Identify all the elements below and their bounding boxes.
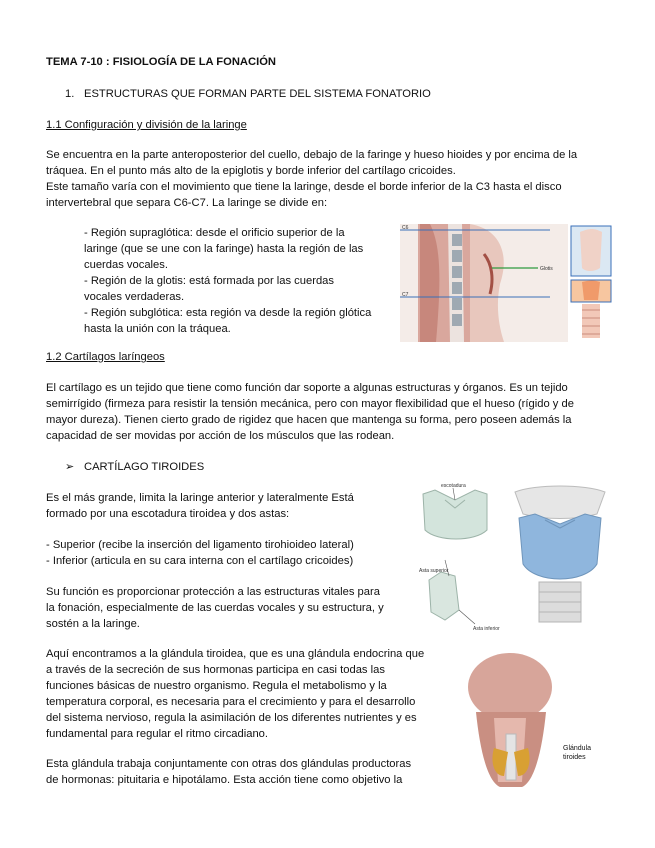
label-c7: C7 xyxy=(402,292,409,298)
larynx-sagittal-figure xyxy=(400,224,568,342)
page-title: TEMA 7-10 : FISIOLOGÍA DE LA FONACIÓN xyxy=(46,56,276,68)
region-line: - Región de la glotis: está formada por las cuerdas xyxy=(84,275,334,287)
paragraph-line: fundamental para regular el ritmo circadiano. xyxy=(46,728,269,740)
section-heading: ESTRUCTURAS QUE FORMAN PARTE DEL SISTEMA FONATORIO xyxy=(84,88,431,100)
paragraph-line: El cartílago es un tejido que tiene como función dar soporte a algunas estructuras y órganos. Es un tejido xyxy=(46,382,568,394)
paragraph-line: sostén a la laringe. xyxy=(46,618,140,630)
paragraph-line: - Inferior (articula en su cara interna con el cartílago cricoides) xyxy=(46,555,354,567)
paragraph-line: del sistema nervioso, regula la asimilación de los diferentes nutrientes y es xyxy=(46,712,417,724)
paragraph-line: mayor dureza). Tienen cierto grado de rigidez que hacen que mantenga su forma, pero poseen además la xyxy=(46,414,572,426)
bullet-arrow-icon: ➢ xyxy=(65,461,75,473)
larynx-posterior-figure xyxy=(570,224,612,342)
paragraph-line: de hormonas: pituitaria e hipotálamo. Esta acción tiene como objetivo la xyxy=(46,774,403,786)
region-line: - Región subglótica: esta región va desde la región glótica xyxy=(84,307,372,319)
paragraph-line: semirrígido (firmeza para resistir la tensión mecánica, pero con mayor flexibilidad que el hueso (rígido y de xyxy=(46,398,574,410)
label-glandula: Glándula xyxy=(563,745,592,752)
region-line: vocales verdaderas. xyxy=(84,291,185,303)
region-line: - Región supraglótica: desde el orificio superior de la xyxy=(84,227,345,239)
label-asta-inferior: Asta inferior xyxy=(473,626,500,632)
tiroides-heading: CARTÍLAGO TIROIDES xyxy=(84,461,205,473)
label-c6: C6 xyxy=(402,225,409,231)
thyroid-cartilage-small-figure xyxy=(415,480,500,632)
region-line: hasta la unión con la tráquea. xyxy=(84,323,231,335)
label-glotis: Glotis xyxy=(540,266,553,272)
label-tiroides: tiroides xyxy=(563,754,586,761)
region-line: laringe (que se une con la faringe) hasta la región de las xyxy=(84,243,364,255)
paragraph-line: la fonación, especialmente de las cuerdas vocales y su estructura, y xyxy=(46,602,384,614)
paragraph-line: Su función es proporcionar protección a las estructuras vitales para xyxy=(46,586,380,598)
paragraph-line: Aquí encontramos a la glándula tiroidea, que es una glándula endocrina que xyxy=(46,648,425,660)
paragraph-line: intervertebral que separa C6-C7. La laringe se divide en: xyxy=(46,197,328,209)
paragraph-line: Es el más grande, limita la laringe anterior y lateralmente Está xyxy=(46,492,354,504)
region-line: cuerdas vocales. xyxy=(84,259,168,271)
paragraph-line: Este tamaño varía con el movimiento que tiene la laringe, desde el borde inferior de la C3 hasta el disco xyxy=(46,181,562,193)
section-number: 1. xyxy=(65,88,75,100)
subsection-heading-1-1: 1.1 Configuración y división de la laringe xyxy=(46,119,247,131)
paragraph-line: tráquea. En el punto más alto de la epiglotis y borde inferior del cartílago cricoides. xyxy=(46,165,456,177)
paragraph-line: funciones básicas de nuestro organismo. Regula el metabolismo y la xyxy=(46,680,387,692)
paragraph-line: Se encuentra en la parte anteroposterior del cuello, debajo de la faringe y hueso hioides y por encima de la xyxy=(46,149,578,161)
paragraph-line: Esta glándula trabaja conjuntamente con otras dos glándulas productoras xyxy=(46,758,412,770)
subsection-heading-1-2: 1.2 Cartílagos laríngeos xyxy=(46,351,165,363)
thyroid-gland-figure xyxy=(460,652,560,787)
paragraph-line: temperatura corporal, es necesaria para el crecimiento y para el desarrollo xyxy=(46,696,416,708)
paragraph-line: capacidad de ser movidas por acción de los músculos que las rodean. xyxy=(46,430,395,442)
paragraph-line: formado por una escotadura tiroidea y dos astas: xyxy=(46,508,290,520)
label-asta-superior: Asta superior xyxy=(419,568,449,574)
larynx-3d-figure xyxy=(505,484,615,626)
paragraph-line: - Superior (recibe la inserción del ligamento tirohioideo lateral) xyxy=(46,539,354,551)
label-escotadura: escotadura xyxy=(441,483,466,489)
paragraph-line: a través de la secreción de sus hormonas participa en casi todas las xyxy=(46,664,385,676)
